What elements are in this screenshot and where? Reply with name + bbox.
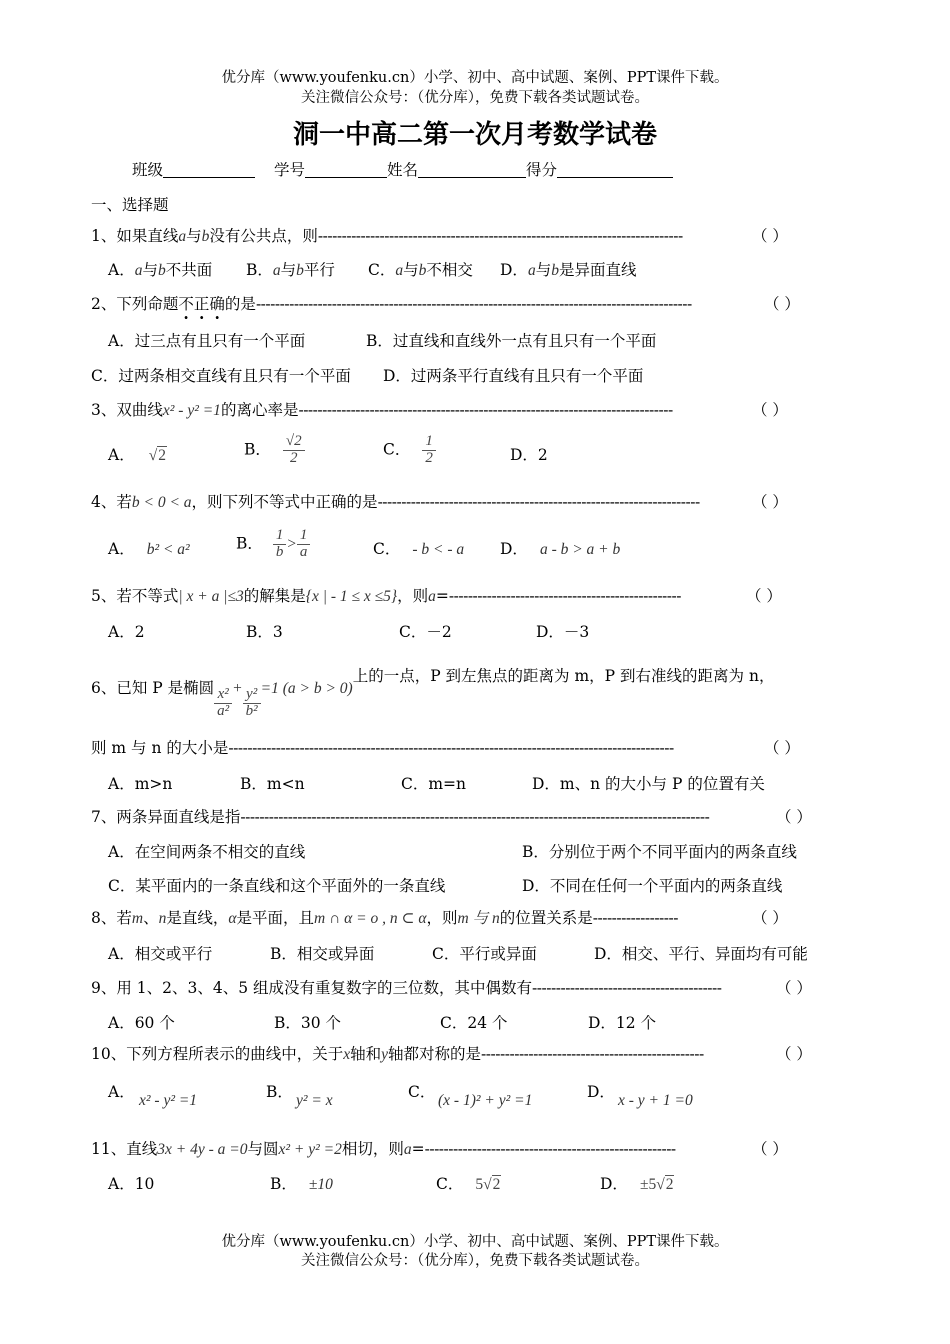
answer-paren-5[interactable]: （ ） <box>746 587 782 605</box>
question-10: 10、下列方程所表示的曲线中，关于x轴和y轴都对称的是----------------------------------------------- <box>91 1045 704 1063</box>
q10-option-b-eq: y² = x <box>296 1092 333 1109</box>
answer-paren-2[interactable]: （ ） <box>764 295 800 313</box>
q1-option-a: A．a与b不共面 <box>108 261 213 279</box>
q6-option-d: D．m、n 的大小与 P 的位置有关 <box>532 775 765 793</box>
answer-paren-3[interactable]: （ ） <box>752 401 788 419</box>
question-11: 11、直线3x + 4y - a =0与圆x² + y² =2相切，则a=----------------------------------------------------- <box>91 1140 676 1158</box>
q11-option-d: D． ±5√2 <box>600 1175 674 1193</box>
q3-option-b: B． $\frac{√2}{2}$ <box>244 434 305 467</box>
question-6: 6、已知 P 是椭圆 $\frac{\text{x²}}{\text{a²}}$ + $\frac{\text{y²}}{\text{b²}}$ =1 (a > b > 0)上的一点，P 到左焦点的距离为 m，P 到右准线的距离为 n， <box>91 667 775 719</box>
answer-paren-4[interactable]: （ ） <box>752 493 788 511</box>
q9-option-d: D．12 个 <box>588 1014 657 1032</box>
q3-option-d: D．2 <box>510 446 548 464</box>
class-label: 班级 <box>132 161 164 179</box>
q4-option-b: B． $\frac{1}{b}$ > $\frac{1}{a}$ <box>236 528 310 561</box>
q2-option-a: A．过三点有且只有一个平面 <box>108 332 306 350</box>
q1-option-c: C．a与b不相交 <box>368 261 473 279</box>
score-blank[interactable] <box>557 161 673 178</box>
question-4: 4、若b < 0 < a，则下列不等式中正确的是-------------------------------------------------------------------- <box>91 493 700 511</box>
q10-option-a-eq: x² - y² =1 <box>139 1092 198 1109</box>
answer-paren-6[interactable]: （ ） <box>764 739 800 757</box>
q3-option-a: A． √2 <box>108 446 166 464</box>
q9-option-b: B．30 个 <box>274 1014 342 1032</box>
q10-option-d-label: D． <box>587 1083 615 1101</box>
q9-option-c: C．24 个 <box>440 1014 508 1032</box>
q2-option-c: C．过两条相交直线有且只有一个平面 <box>91 367 351 385</box>
question-7: 7、两条异面直线是指--------------------------------------------------------------------------------------------------- <box>91 808 710 826</box>
name-label: 姓名 <box>386 161 418 179</box>
q3-option-c: C． $\frac{1}{2}$ <box>383 434 436 467</box>
student-info-line <box>132 158 673 180</box>
question-3: 3、双曲线x² - y² =1的离心率是------------------------------------------------------------------------------- <box>91 401 673 419</box>
q4-option-c: C． - b < - a <box>373 540 465 558</box>
question-6-line2: 则 m 与 n 的大小是---------------------------------------------------------------------------------------------- <box>91 739 674 757</box>
q5-option-a: A．2 <box>108 623 145 641</box>
question-2: 2、下列命题不正确的是-------------------------------------------------------------------------------------------- <box>91 295 692 313</box>
question-9: 9、用 1、2、3、4、5 组成没有重复数字的三位数，其中偶数有---------------------------------------- <box>91 979 722 997</box>
watermark-header-line1: 优分库（www.youfenku.cn）小学、初中、高中试题、案例、PPT课件下载。 <box>221 70 729 86</box>
q9-option-a: A．60 个 <box>108 1014 175 1032</box>
watermark-footer-line1: 优分库（www.youfenku.cn）小学、初中、高中试题、案例、PPT课件下载。 <box>221 1234 729 1250</box>
number-blank[interactable] <box>305 161 387 178</box>
q10-option-c-label: C． <box>408 1083 436 1101</box>
q4-option-a: A． b² < a² <box>108 540 190 558</box>
q5-option-d: D．－3 <box>536 623 590 641</box>
answer-paren-8[interactable]: （ ） <box>752 909 788 927</box>
q10-option-a-label: A． <box>108 1083 135 1101</box>
q8-option-d: D．相交、平行、异面均有可能 <box>594 945 808 963</box>
page-title: 洞一中高二第一次月考数学试卷 <box>292 120 657 150</box>
answer-paren-7[interactable]: （ ） <box>776 808 812 826</box>
q5-option-b: B．3 <box>246 623 283 641</box>
q5-option-c: C．－2 <box>399 623 452 641</box>
q6-option-a: A．m>n <box>108 775 173 793</box>
q6-option-b: B．m<n <box>240 775 305 793</box>
q2-option-d: D．过两条平行直线有且只有一个平面 <box>383 367 644 385</box>
q11-option-a: A．10 <box>108 1175 155 1193</box>
question-8: 8、若m、n是直线，α是平面，且m ∩ α = o , n ⊂ α，则m 与 n的位置关系是------------------ <box>91 909 679 927</box>
q10-option-d-eq: x - y + 1 =0 <box>618 1092 693 1109</box>
q1-option-d: D．a与b是异面直线 <box>500 261 637 279</box>
q8-option-a: A．相交或平行 <box>108 945 213 963</box>
answer-paren-9[interactable]: （ ） <box>776 979 812 997</box>
question-1: 1、如果直线a与b没有公共点，则----------------------------------------------------------------------------- <box>91 227 683 245</box>
answer-paren-11[interactable]: （ ） <box>752 1140 788 1158</box>
q7-option-b: B．分别位于两个不同平面内的两条直线 <box>522 843 797 861</box>
q11-option-c: C． 5√2 <box>436 1175 501 1193</box>
q2-option-b: B．过直线和直线外一点有且只有一个平面 <box>366 332 657 350</box>
q10-option-c-eq: (x - 1)² + y² =1 <box>438 1092 533 1109</box>
score-label: 得分 <box>525 161 557 179</box>
q4-option-d: D． a - b > a + b <box>500 540 621 558</box>
question-5: 5、若不等式| x + a |≤3的解集是{x | - 1 ≤ x ≤5}，则a=------------------------------------------------- <box>91 587 682 605</box>
q7-option-d: D．不同在任何一个平面内的两条直线 <box>522 877 783 895</box>
watermark-footer-line2: 关注微信公众号：（优分库），免费下载各类试题试卷。 <box>301 1253 649 1269</box>
q7-option-a: A．在空间两条不相交的直线 <box>108 843 306 861</box>
name-blank[interactable] <box>418 161 526 178</box>
section-heading: 一、选择题 <box>91 196 169 214</box>
q6-option-c: C．m=n <box>401 775 467 793</box>
q7-option-c: C．某平面内的一条直线和这个平面外的一条直线 <box>108 877 446 895</box>
number-label: 学号 <box>273 161 305 179</box>
q1-option-b: B．a与b平行 <box>246 261 335 279</box>
watermark-header-line2: 关注微信公众号：（优分库），免费下载各类试题试卷。 <box>301 90 649 106</box>
class-blank[interactable] <box>163 161 255 178</box>
q10-option-b-label: B． <box>266 1083 293 1101</box>
answer-paren-1[interactable]: （ ） <box>752 227 788 245</box>
q8-option-b: B．相交或异面 <box>270 945 375 963</box>
q11-option-b: B． ±10 <box>270 1175 333 1193</box>
q8-option-c: C．平行或异面 <box>432 945 537 963</box>
answer-paren-10[interactable]: （ ） <box>776 1045 812 1063</box>
